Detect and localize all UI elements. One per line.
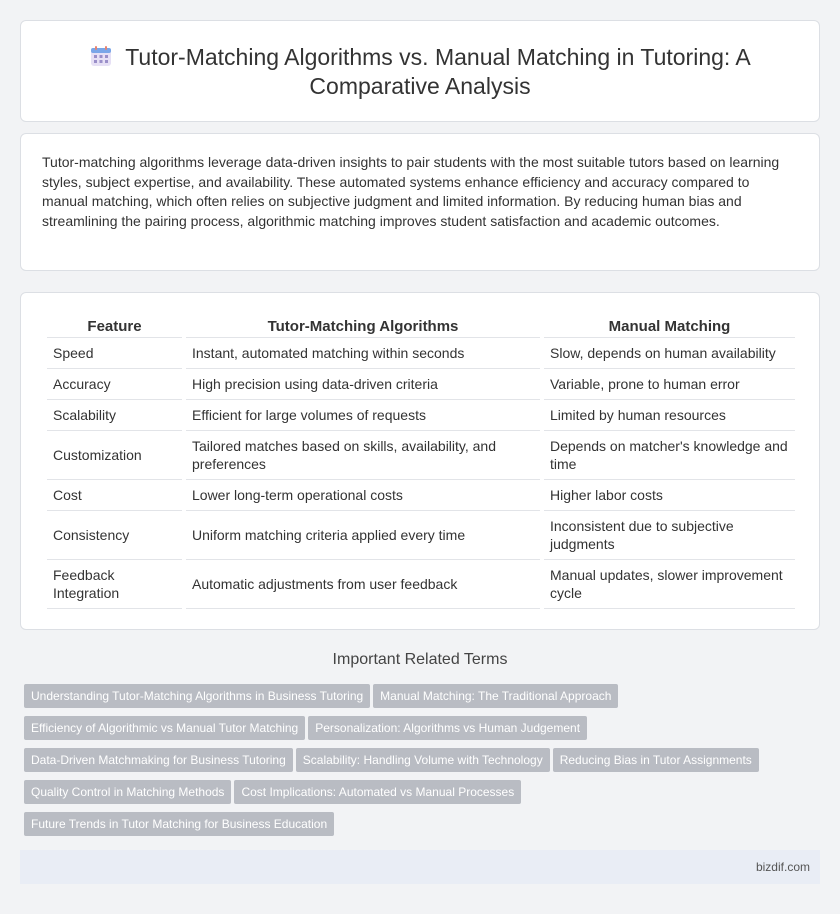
related-term-tag[interactable]: Personalization: Algorithms vs Human Judgement xyxy=(308,716,587,740)
table-row xyxy=(47,338,795,369)
tag-row xyxy=(24,684,804,716)
tag-row xyxy=(24,716,804,748)
tag-row xyxy=(24,748,804,780)
comparison-table xyxy=(43,317,799,609)
header-feature: Feature xyxy=(47,317,182,338)
related-terms-list xyxy=(24,684,804,844)
related-term-tag[interactable]: Future Trends in Tutor Matching for Business Education xyxy=(24,812,334,836)
algorithm-cell: Instant, automated matching within seconds xyxy=(186,338,540,369)
tag-row xyxy=(24,780,804,812)
table-row xyxy=(47,480,795,511)
calendar-icon xyxy=(89,44,113,68)
algorithm-cell: High precision using data-driven criteria xyxy=(186,369,540,400)
tag-row xyxy=(24,812,804,844)
related-term-tag[interactable]: Scalability: Handling Volume with Technology xyxy=(296,748,550,772)
feature-cell: Cost xyxy=(47,480,182,511)
table-row xyxy=(47,511,795,560)
title-text: Tutor-Matching Algorithms vs. Manual Matching in Tutoring: A Comparative Analysis xyxy=(125,44,751,99)
algorithm-cell: Efficient for large volumes of requests xyxy=(186,400,540,431)
intro-paragraph: Tutor-matching algorithms leverage data-driven insights to pair students with the most suitable tutors based on learning styles, subject expertise, and availability. These automated systems enhance efficiency and accuracy compared to manual matching, which often relies on subjective judgment and limited information. By reducing human bias and streamlining the pairing process, algorithmic matching improves student satisfaction and academic outcomes. xyxy=(42,154,780,229)
comparison-card xyxy=(20,292,820,630)
header-manual: Manual Matching xyxy=(544,317,795,338)
table-header-row xyxy=(47,317,795,338)
manual-cell: Inconsistent due to subjective judgments xyxy=(544,511,795,560)
feature-cell: Scalability xyxy=(47,400,182,431)
related-term-tag[interactable]: Reducing Bias in Tutor Assignments xyxy=(553,748,759,772)
page-title xyxy=(61,43,779,101)
algorithm-cell: Lower long-term operational costs xyxy=(186,480,540,511)
table-row xyxy=(47,560,795,609)
manual-cell: Manual updates, slower improvement cycle xyxy=(544,560,795,609)
intro-card xyxy=(20,133,820,271)
algorithm-cell: Automatic adjustments from user feedback xyxy=(186,560,540,609)
feature-cell: Feedback Integration xyxy=(47,560,182,609)
table-row xyxy=(47,400,795,431)
header-card xyxy=(20,20,820,122)
algorithm-cell: Tailored matches based on skills, availability, and preferences xyxy=(186,431,540,480)
related-term-tag[interactable]: Cost Implications: Automated vs Manual Processes xyxy=(234,780,521,804)
related-term-tag[interactable]: Understanding Tutor-Matching Algorithms in Business Tutoring xyxy=(24,684,370,708)
related-terms-title: Important Related Terms xyxy=(332,651,508,668)
related-term-tag[interactable]: Data-Driven Matchmaking for Business Tutoring xyxy=(24,748,293,772)
feature-cell: Consistency xyxy=(47,511,182,560)
related-term-tag[interactable]: Efficiency of Algorithmic vs Manual Tutor Matching xyxy=(24,716,305,740)
manual-cell: Variable, prone to human error xyxy=(544,369,795,400)
header-algorithms: Tutor-Matching Algorithms xyxy=(186,317,540,338)
feature-cell: Customization xyxy=(47,431,182,480)
feature-cell: Speed xyxy=(47,338,182,369)
manual-cell: Slow, depends on human availability xyxy=(544,338,795,369)
manual-cell: Higher labor costs xyxy=(544,480,795,511)
footer-site-link[interactable]: bizdif.com xyxy=(755,860,810,874)
related-term-tag[interactable]: Quality Control in Matching Methods xyxy=(24,780,231,804)
footer xyxy=(20,850,820,884)
manual-cell: Depends on matcher's knowledge and time xyxy=(544,431,795,480)
algorithm-cell: Uniform matching criteria applied every time xyxy=(186,511,540,560)
table-row xyxy=(47,431,795,480)
table-row xyxy=(47,369,795,400)
feature-cell: Accuracy xyxy=(47,369,182,400)
manual-cell: Limited by human resources xyxy=(544,400,795,431)
related-term-tag[interactable]: Manual Matching: The Traditional Approach xyxy=(373,684,618,708)
